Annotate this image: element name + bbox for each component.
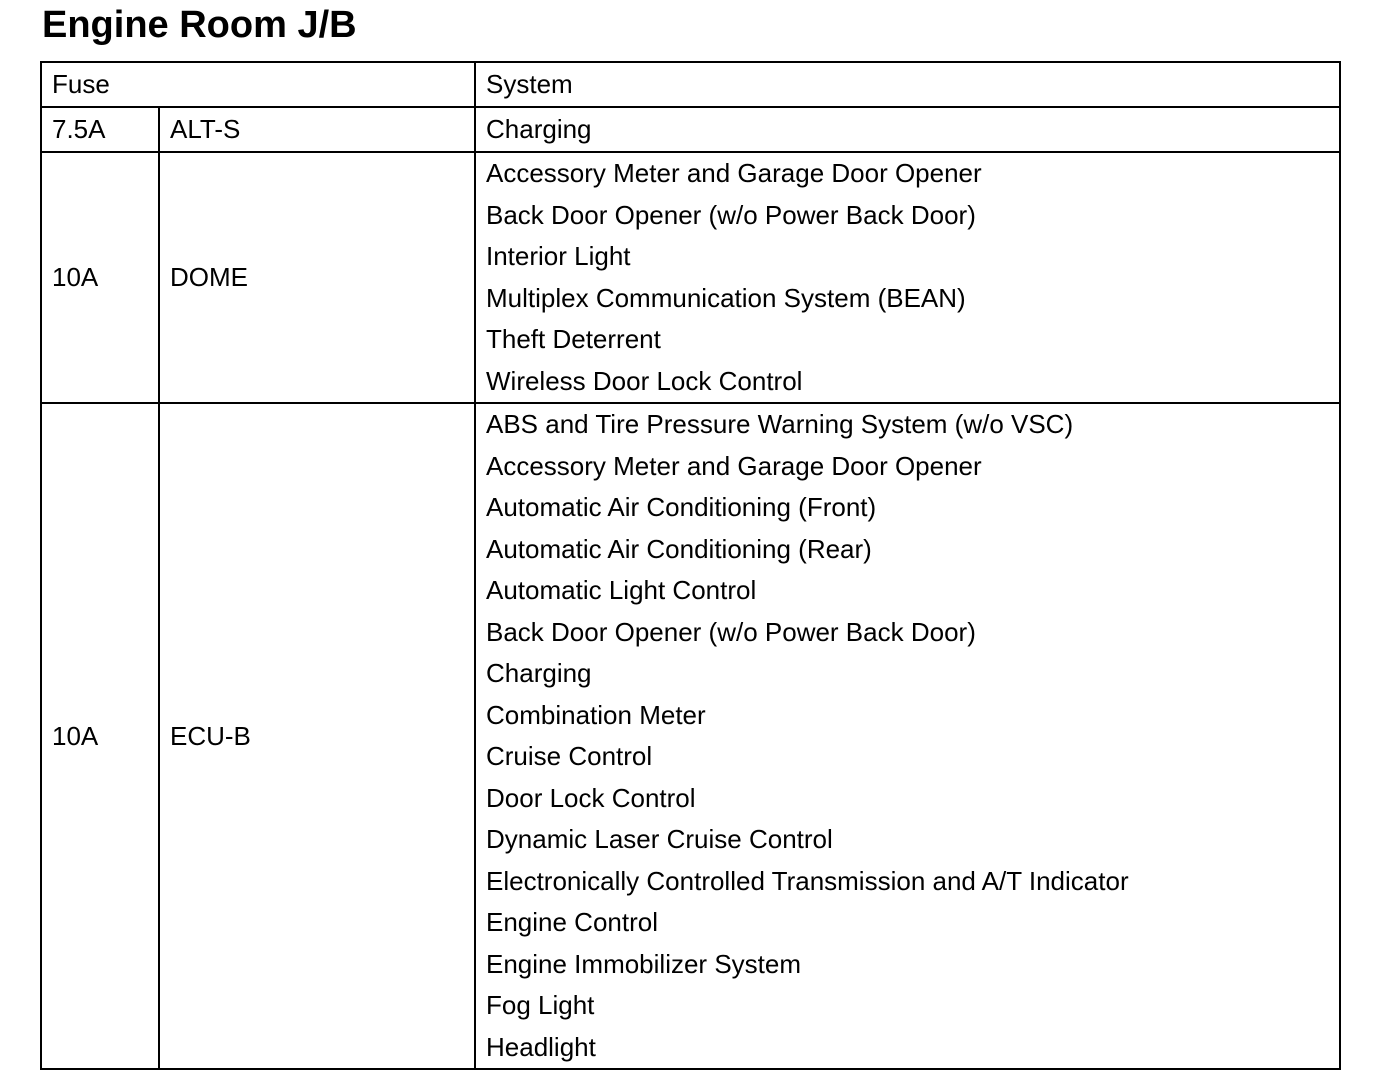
page-title: Engine Room J/B — [42, 4, 357, 46]
table-header-row — [41, 62, 1340, 107]
table-row — [41, 152, 1340, 403]
system-item: Automatic Air Conditioning (Rear) — [486, 533, 872, 564]
system-item: Fog Light — [486, 990, 595, 1020]
system-item: Cruise Control — [486, 741, 653, 771]
system-item: Dynamic Laser Cruise Control — [486, 824, 833, 854]
fuse-column-header: Fuse — [41, 62, 475, 107]
system-item: Engine Immobilizer System — [486, 948, 801, 979]
system-cell — [475, 152, 1340, 403]
fuse-amperage: 7.5A — [41, 107, 159, 152]
system-column-header: System — [475, 62, 1340, 107]
system-item: Multiplex Communication System (BEAN) — [486, 282, 966, 313]
system-item: Charging — [486, 658, 592, 688]
fuse-name: DOME — [159, 152, 475, 403]
system-item: Engine Control — [486, 907, 658, 937]
system-item: Accessory Meter and Garage Door Opener — [486, 450, 982, 481]
system-cell — [475, 107, 1340, 152]
fuse-amperage: 10A — [41, 403, 159, 1069]
system-item: Back Door Opener (w/o Power Back Door) — [486, 199, 976, 230]
system-item: Headlight — [486, 1031, 596, 1062]
fuse-name: ECU-B — [159, 403, 475, 1069]
system-cell — [475, 403, 1340, 1069]
system-item: Electronically Controlled Transmission and A/T Indicator — [486, 865, 1129, 896]
fuse-name: ALT-S — [159, 107, 475, 152]
table-row — [41, 107, 1340, 152]
system-item: Door Lock Control — [486, 782, 696, 813]
system-item: Automatic Air Conditioning (Front) — [486, 492, 877, 522]
fuse-amperage: 10A — [41, 152, 159, 403]
system-item: Accessory Meter and Garage Door Opener — [486, 158, 982, 188]
system-item: Charging — [486, 114, 592, 144]
system-item: Interior Light — [486, 241, 631, 271]
system-item: ABS and Tire Pressure Warning System (w/o VSC) — [486, 409, 1074, 439]
system-item: Theft Deterrent — [486, 324, 661, 354]
system-item: Combination Meter — [486, 699, 706, 730]
fuse-table — [40, 61, 1341, 1070]
system-item: Automatic Light Control — [486, 575, 757, 605]
system-item: Back Door Opener (w/o Power Back Door) — [486, 616, 976, 647]
system-item: Wireless Door Lock Control — [486, 365, 803, 396]
table-row — [41, 403, 1340, 1069]
